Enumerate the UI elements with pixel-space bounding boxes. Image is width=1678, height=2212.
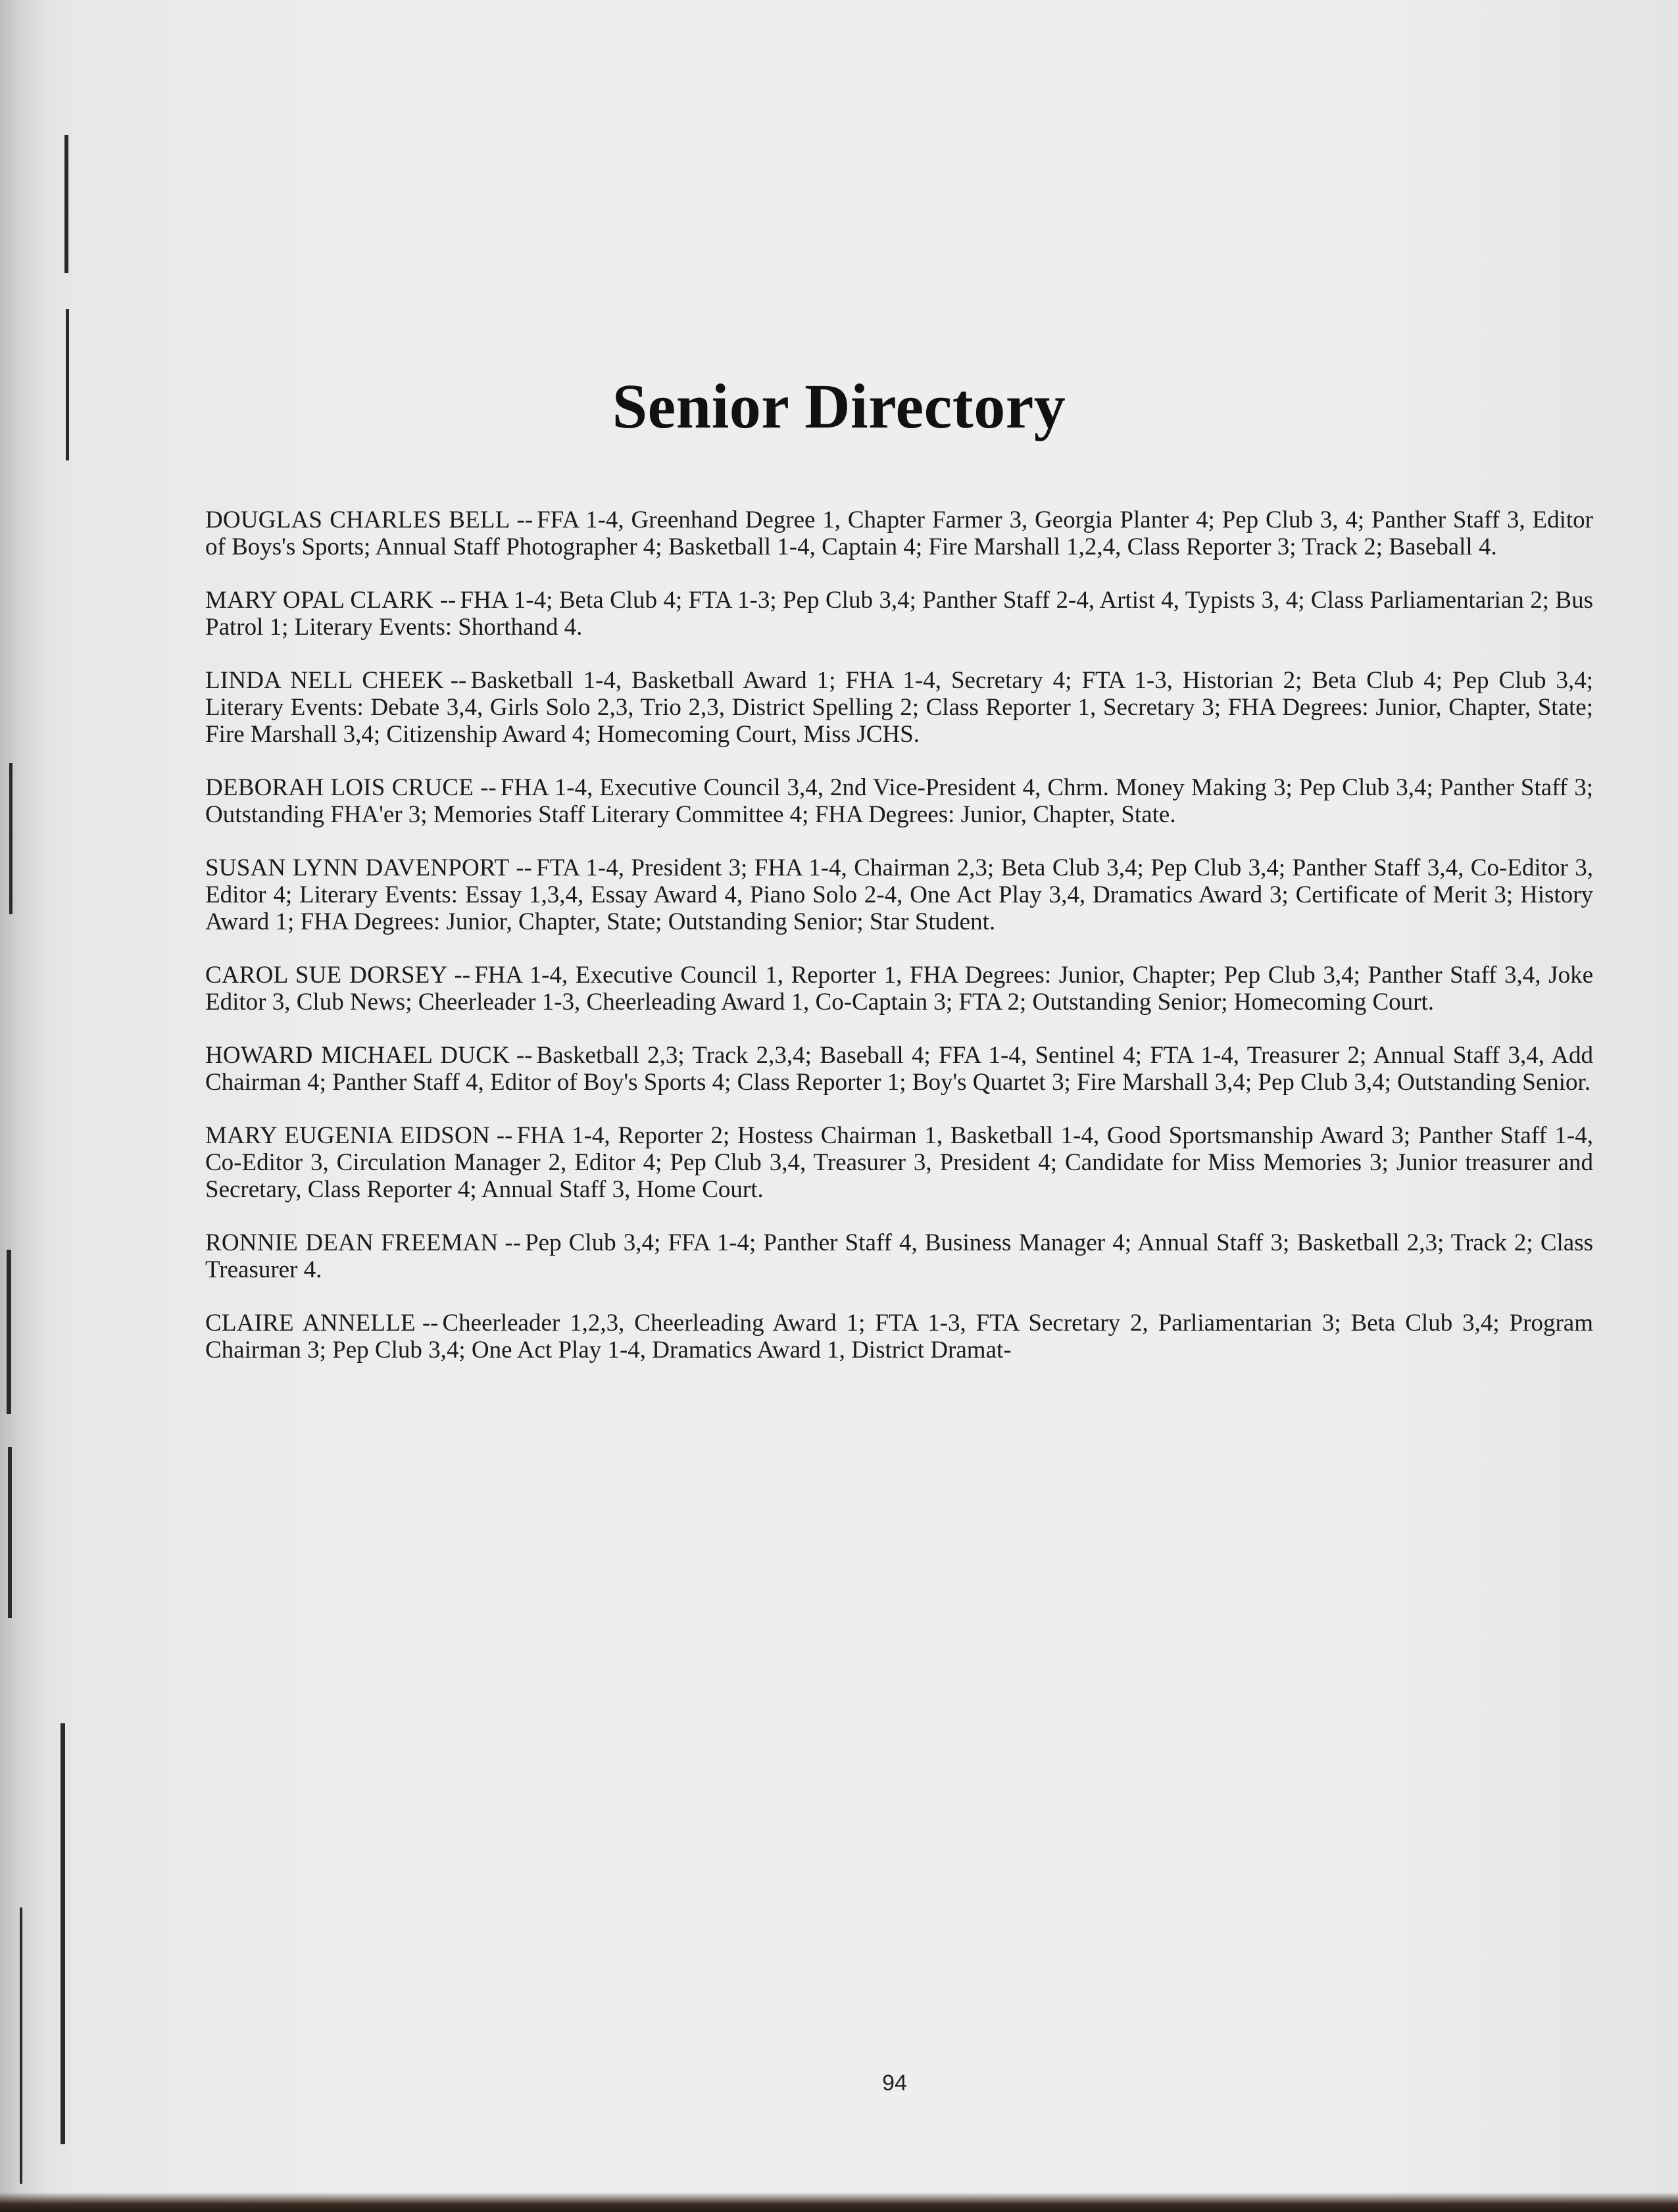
entry-separator: -- bbox=[505, 1229, 522, 1256]
binding-mark bbox=[20, 1907, 22, 2184]
senior-activities: FHA 1-4, Executive Council 1, Reporter 1, FHA Degrees: Junior, Chapter; Pep Club 3,4; Panther Staff 3,4, Joke Editor 3, Club News; Cheerleader 1-3, Cheerleading Award 1, Co-Captain 3; FTA 2; Outstanding Senior; Homecoming Court. bbox=[205, 962, 1593, 1016]
senior-name: RONNIE DEAN FREEMAN bbox=[205, 1229, 499, 1256]
senior-activities: FHA 1-4, Executive Council 3,4, 2nd Vice-President 4, Chrm. Money Making 3; Pep Club 3,4; Panther Staff 3; Outstanding FHA'er 3; Memories Staff Literary Committee 4; FHA Degrees: Junior, Chapter, State. bbox=[205, 774, 1593, 828]
entry-separator: -- bbox=[454, 962, 471, 989]
directory-entry bbox=[205, 667, 1593, 748]
directory-entry bbox=[205, 1122, 1593, 1203]
directory-entry bbox=[205, 1042, 1593, 1096]
entry-separator: -- bbox=[480, 774, 497, 801]
senior-activities: FHA 1-4, Reporter 2; Hostess Chairman 1, Basketball 1-4, Good Sportsmanship Award 3; Panther Staff 1-4, Co-Editor 3, Circulation Manager 2, Editor 4; Pep Club 3,4, Treasurer 3, President 4; Candidate for Miss Memories 3; Junior treasurer and Secretary, Class Reporter 4; Annual Staff 3, Home Court. bbox=[205, 1122, 1593, 1203]
binding-mark bbox=[8, 1447, 12, 1618]
directory-entry bbox=[205, 587, 1593, 641]
senior-activities: FFA 1-4, Greenhand Degree 1, Chapter Farmer 3, Georgia Planter 4; Pep Club 3, 4; Panther Staff 3, Editor of Boys's Sports; Annual Staff Photographer 4; Basketball 1-4, Captain 4; Fire Marshall 1,2,4, Class Reporter 3; Track 2; Baseball 4. bbox=[205, 506, 1594, 560]
directory-entry bbox=[205, 774, 1593, 828]
entry-separator: -- bbox=[516, 1042, 533, 1069]
directory-entry bbox=[205, 1229, 1593, 1283]
senior-directory-list bbox=[205, 506, 1593, 1390]
senior-name: DOUGLAS CHARLES BELL bbox=[205, 506, 510, 533]
binding-mark bbox=[7, 1250, 11, 1414]
directory-entry bbox=[205, 506, 1593, 560]
binding-mark bbox=[9, 763, 12, 914]
entry-separator: -- bbox=[496, 1122, 513, 1149]
senior-activities: Pep Club 3,4; FFA 1-4; Panther Staff 4, Business Manager 4; Annual Staff 3; Basketball 2,3; Track 2; Class Treasurer 4. bbox=[205, 1229, 1593, 1283]
senior-name: HOWARD MICHAEL DUCK bbox=[205, 1042, 510, 1069]
entry-separator: -- bbox=[439, 587, 457, 614]
senior-activities: FHA 1-4; Beta Club 4; FTA 1-3; Pep Club 3,4; Panther Staff 2-4, Artist 4, Typists 3, 4; Class Parliamentarian 2; Bus Patrol 1; Literary Events: Shorthand 4. bbox=[205, 587, 1593, 641]
entry-separator: -- bbox=[450, 667, 467, 694]
senior-name: SUSAN LYNN DAVENPORT bbox=[205, 854, 510, 881]
page-number: 94 bbox=[882, 2071, 907, 2096]
senior-name: MARY OPAL CLARK bbox=[205, 587, 433, 614]
entry-separator: -- bbox=[422, 1310, 439, 1337]
senior-name: CAROL SUE DORSEY bbox=[205, 962, 448, 989]
senior-name: DEBORAH LOIS CRUCE bbox=[205, 774, 474, 801]
directory-entry bbox=[205, 1310, 1593, 1364]
senior-activities: Basketball 1-4, Basketball Award 1; FHA 1-4, Secretary 4; FTA 1-3, Historian 2; Beta Club 4; Pep Club 3,4; Literary Events: Debate 3,4, Girls Solo 2,3, Trio 2,3, District Spelling 2; Class Reporter 1, Secretary 3; FHA Degrees: Junior, Chapter, State; Fire Marshall 3,4; Citizenship Award 4; Homecoming Court, Miss JCHS. bbox=[205, 667, 1593, 748]
senior-activities: Basketball 2,3; Track 2,3,4; Baseball 4; FFA 1-4, Sentinel 4; FTA 1-4, Treasurer 2; Annual Staff 3,4, Add Chairman 4; Panther Staff 4, Editor of Boy's Sports 4; Class Reporter 1; Boy's Quartet 3; Fire Marshall 3,4; Pep Club 3,4; Outstanding Senior. bbox=[205, 1042, 1593, 1096]
directory-entry bbox=[205, 962, 1593, 1016]
directory-entry bbox=[205, 854, 1593, 935]
entry-separator: -- bbox=[516, 854, 533, 881]
binding-mark bbox=[64, 135, 68, 273]
book-binding-edge bbox=[0, 0, 46, 2212]
page-bottom-edge bbox=[0, 2192, 1678, 2212]
senior-name: CLAIRE ANNELLE bbox=[205, 1310, 416, 1337]
page-title: Senior Directory bbox=[612, 371, 1066, 441]
senior-activities: Cheerleader 1,2,3, Cheerleading Award 1; FTA 1-3, FTA Secretary 2, Parliamentarian 3; Beta Club 3,4; Program Chairman 3; Pep Club 3,4; One Act Play 1-4, Dramatics Award 1, District Dramat- bbox=[205, 1310, 1593, 1364]
entry-separator: -- bbox=[516, 506, 533, 533]
senior-name: LINDA NELL CHEEK bbox=[205, 667, 444, 694]
senior-activities: FTA 1-4, President 3; FHA 1-4, Chairman 2,3; Beta Club 3,4; Pep Club 3,4; Panther Staff 3,4, Co-Editor 3, Editor 4; Literary Events: Essay 1,3,4, Essay Award 4, Piano Solo 2-4, One Act Play 3,4, Dramatics Award 3; Certificate of Merit 3; History Award 1; FHA Degrees: Junior, Chapter, State; Outstanding Senior; Star Student. bbox=[205, 854, 1593, 935]
senior-name: MARY EUGENIA EIDSON bbox=[205, 1122, 490, 1149]
